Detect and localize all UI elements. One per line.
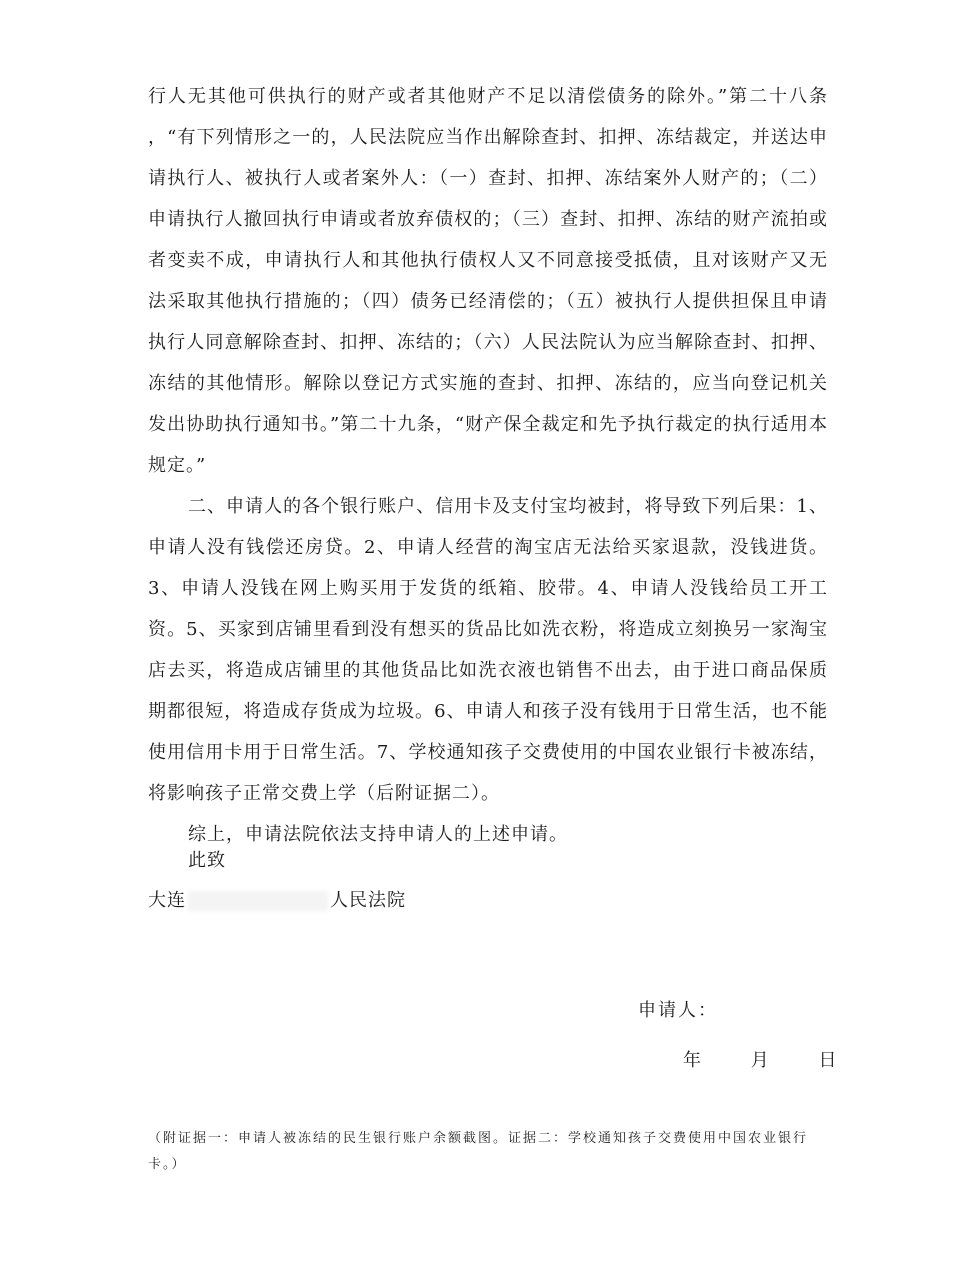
date-line: [683, 1046, 836, 1072]
date-day: 日: [818, 1050, 837, 1071]
applicant-signature-label: 申请人：: [638, 1000, 718, 1021]
attachment-note: （附证据一：申请人被冻结的民生银行账户余额截图。证据二：学校通知孩子交费使用中国农业银行卡。）: [148, 1131, 809, 1172]
paragraph-consequences: 二、申请人的各个银行账户、信用卡及支付宝均被封，将导致下列后果：1、申请人没有钱偿还房贷。2、申请人经营的淘宝店无法给买家退款，没钱进货。3、申请人没钱在网上购买用于发货的纸箱、胶带。4、申请人没钱给员工开工资。5、买家到店铺里看到没有想买的货品比如洗衣粉，将造成立刻换另一家淘宝店去买，将造成店铺里的其他货品比如洗衣液也销售不出去，由于进口商品保质期都很短，将造成存货成为垃圾。6、申请人和孩子没有钱用于日常生活，也不能使用信用卡用于日常生活。7、学校通知孩子交费使用的中国农业银行卡被冻结，将影响孩子正常交费上学（后附证据二）。: [148, 496, 828, 804]
redacted-court-name: [188, 891, 328, 911]
document-body: [148, 76, 828, 855]
court-suffix: 人民法院: [330, 890, 406, 911]
court-prefix: 大连: [148, 890, 186, 911]
closing-salutation: 此致: [188, 850, 226, 871]
date-month: 月: [750, 1050, 769, 1071]
date-year: 年: [683, 1050, 701, 1071]
court-addressee: [148, 886, 406, 912]
paragraph-conclusion: 综上，申请法院依法支持申请人的上述申请。: [188, 824, 568, 845]
paragraph-continuation: 行人无其他可供执行的财产或者其他财产不足以清偿债务的除外。”第二十八条 ，“有下列情形之一的，人民法院应当作出解除查封、扣押、冻结裁定，并送达申请执行人、被执行人或者案外人：（一）查封、扣押、冻结案外人财产的；（二）申请执行人撤回执行申请或者放弃债权的；（三）查封、扣押、冻结的财产流拍或者变卖不成，申请执行人和其他执行债权人又不同意接受抵债，且对该财产又无法采取其他执行措施的；（四）债务已经清偿的；（五）被执行人提供担保且申请执行人同意解除查封、扣押、冻结的；（六）人民法院认为应当解除查封、扣押、冻结的其他情形。解除以登记方式实施的查封、扣押、冻结的，应当向登记机关发出协助执行通知书。”第二十九条，“财产保全裁定和先予执行裁定的执行适用本规定。”: [148, 86, 828, 476]
